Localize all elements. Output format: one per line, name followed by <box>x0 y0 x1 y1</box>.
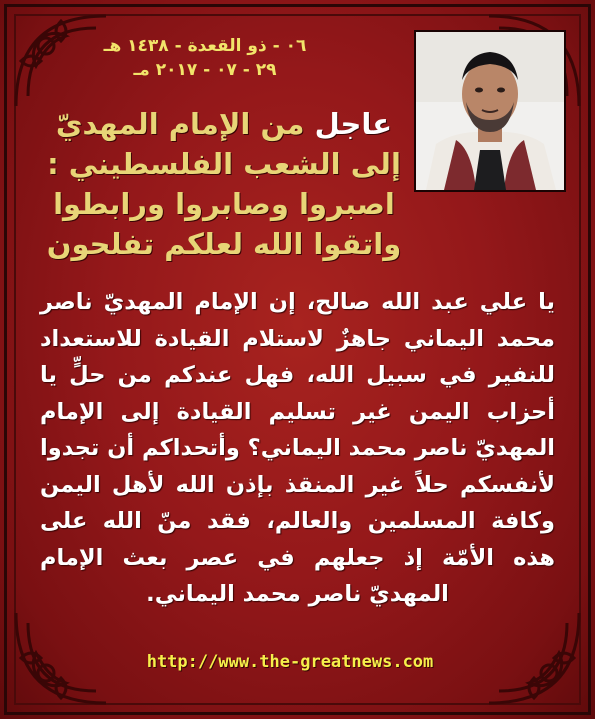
headline-line-1 <box>40 104 408 144</box>
date-block <box>40 34 370 82</box>
corner-ornament-icon <box>479 603 589 713</box>
headline-line-4: واتقوا الله لعلكم تفلحون <box>46 227 402 261</box>
website-link[interactable]: http://www.the-greatnews.com <box>146 652 434 672</box>
headline-line-2: إلى الشعب الفلسطيني : <box>47 147 401 181</box>
portrait-icon <box>416 32 564 190</box>
hijri-date: ٠٦ - ذو القعدة - ١٤٣٨ هـ <box>103 36 307 56</box>
headline <box>40 104 408 264</box>
urgent-word: عاجل <box>314 107 393 141</box>
headline-line-3: اصبروا وصابروا ورابطوا <box>53 187 395 221</box>
gregorian-date: ٢٩ - ٠٧ - ٢٠١٧ مـ <box>133 60 277 80</box>
body-paragraph: يا علي عبد الله صالح، إن الإمام المهديّ ناصر محمد اليماني جاهزٌ لاستلام القيادة للاستعداد للنفير في سبيل الله، فهل عندكم من حلٍّ يا أحزاب اليمن غير تسليم القيادة إلى الإمام المهديّ ناصر محمد اليماني؟ وأتحداكم أن تجدوا لأنفسكم حلاً غير المنقذ بإذن الله لأهل اليمن وكافة المسلمين والعالم، فقد منّ الله على هذه الأمّة إذ جعلهم في عصر بعث الإمام المهديّ ناصر محمد اليماني. <box>40 289 555 607</box>
from-imam-text: من الإمام المهديّ <box>55 107 305 141</box>
portrait-photo <box>414 30 566 192</box>
